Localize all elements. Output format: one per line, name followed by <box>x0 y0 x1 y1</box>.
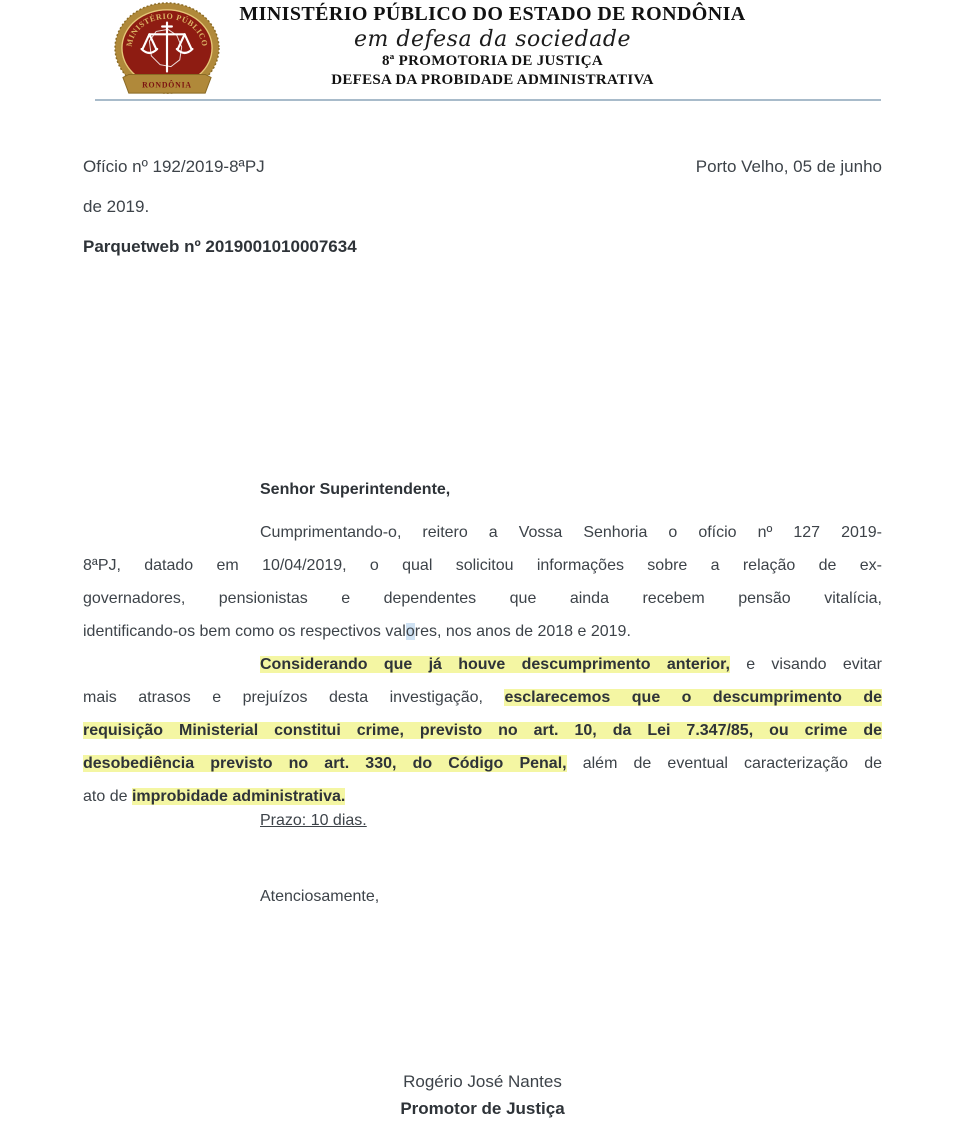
office-number: Ofício nº 192/2019-8ªPJ <box>83 157 265 176</box>
text-segment: além de eventual caracterização de <box>566 755 882 772</box>
signature-name: Rogério José Nantes <box>403 1072 562 1091</box>
text-segment: governadores, pensionistas e dependentes que ainda recebem pensão vitalícia, <box>83 590 882 607</box>
selected-character: o <box>405 623 415 640</box>
text-segment: e visando evitar <box>729 656 882 673</box>
header-divider <box>95 99 881 101</box>
highlighted-text: requisição Ministerial constitui crime, previsto no art. 10, da Lei 7.347/85, ou crime de <box>83 722 882 739</box>
city-date-continuation: de 2019. <box>83 197 150 216</box>
letter-body <box>83 516 882 813</box>
signature-block <box>83 1068 882 1122</box>
text-line <box>83 615 882 648</box>
letterhead <box>25 3 960 90</box>
text-line <box>83 549 882 582</box>
text-segment: 8ªPJ, datado em 10/04/2019, o qual solicitou informações sobre a relação de ex- <box>83 557 882 574</box>
paragraph <box>83 516 882 648</box>
text-line <box>83 714 882 747</box>
text-segment: mais atrasos e prejuízos desta investigação, <box>83 689 505 706</box>
seal-bottom-text: RONDÔNIA <box>142 80 192 90</box>
org-unit: 8ª PROMOTORIA DE JUSTIÇA <box>381 53 604 69</box>
highlighted-text: esclarecemos que o descumprimento de <box>504 689 882 706</box>
highlighted-text: improbidade administrativa. <box>131 788 346 805</box>
seal-top-text: MINISTÉRIO PÚBLICO <box>124 11 210 48</box>
parquetweb-number: Parquetweb nº 2019001010007634 <box>83 237 357 256</box>
text-line <box>83 516 882 549</box>
text-line <box>83 681 882 714</box>
text-segment: res, nos anos de 2018 e 2019. <box>414 623 631 640</box>
org-motto: em defesa da sociedade <box>354 27 631 52</box>
city-date: Porto Velho, 05 de junho <box>695 157 882 176</box>
closing-text: Atenciosamente, <box>260 888 380 905</box>
highlighted-text: desobediência previsto no art. 330, do Código Penal, <box>83 755 567 772</box>
text-line <box>83 780 882 813</box>
org-title: MINISTÉRIO PÚBLICO DO ESTADO DE RONDÔNIA <box>239 3 746 25</box>
text-segment: identificando-os bem como os respectivos val <box>83 623 406 640</box>
paragraph <box>83 648 882 813</box>
meta-row <box>83 157 882 177</box>
text-segment: ato de <box>83 788 132 805</box>
text-line <box>83 582 882 615</box>
org-dept: DEFESA DA PROBIDADE ADMINISTRATIVA <box>331 72 654 88</box>
deadline-text: Prazo: 10 dias. <box>260 812 367 829</box>
signature-role: Promotor de Justiça <box>400 1099 565 1118</box>
salutation: Senhor Superintendente, <box>260 481 451 498</box>
highlighted-text: Considerando que já houve descumprimento anterior, <box>260 656 730 673</box>
text-line <box>83 747 882 780</box>
text-segment: Cumprimentando-o, reitero a Vossa Senhoria o ofício nº 127 2019- <box>260 524 882 541</box>
text-line <box>83 648 882 681</box>
